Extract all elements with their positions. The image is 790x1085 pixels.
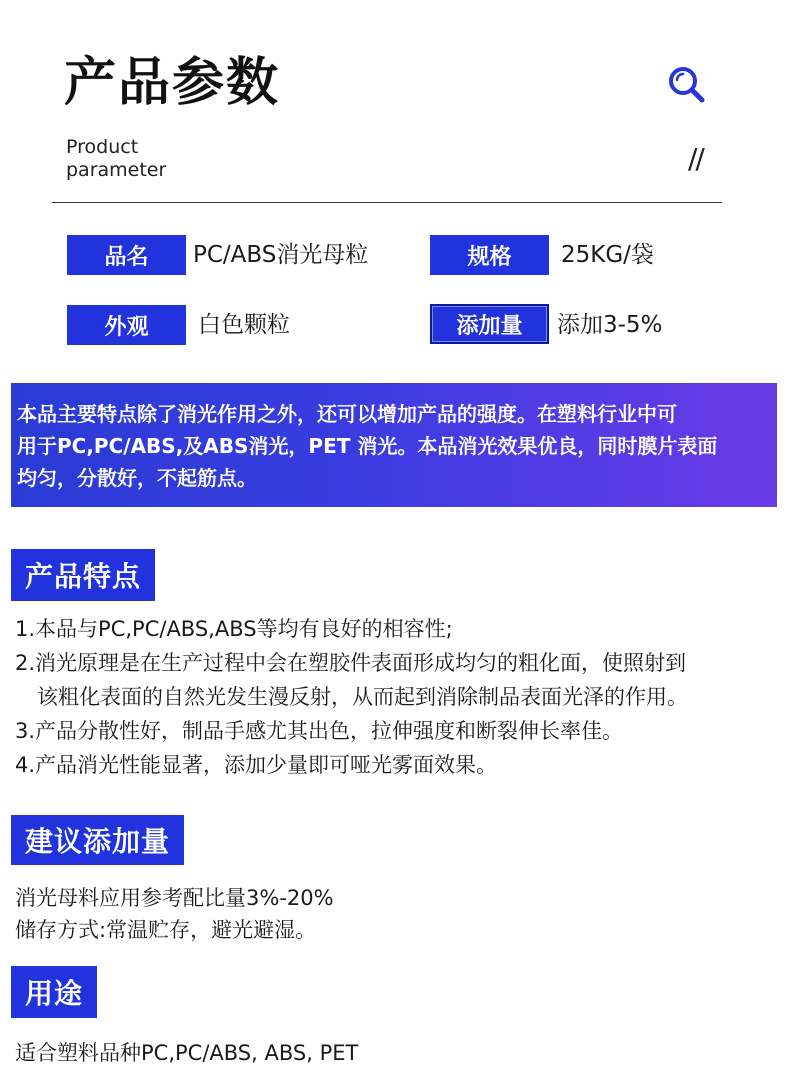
feature-item-4: 4.产品消光性能显著，添加少量即可哑光雾面效果。 bbox=[15, 753, 498, 777]
param-label-spec: 规格 bbox=[430, 235, 549, 275]
subtitle-line-2: parameter bbox=[66, 159, 167, 181]
param-label-appearance: 外观 bbox=[67, 305, 186, 345]
param-value-name: PC/ABS消光母粒 bbox=[193, 242, 369, 268]
description-banner bbox=[11, 383, 777, 507]
page-title: 产品参数 bbox=[64, 53, 281, 113]
banner-line-2: 用于PC,PC/ABS,及ABS消光，PET 消光。本品消光效果优良，同时膜片表面 bbox=[17, 434, 718, 458]
features-list bbox=[15, 612, 688, 782]
features-heading: 产品特点 bbox=[11, 549, 155, 601]
subtitle-line-1: Product bbox=[66, 136, 139, 158]
usage-line-1: 适合塑料品种PC,PC/ABS, ABS, PET bbox=[15, 1041, 359, 1065]
param-label-name: 品名 bbox=[67, 235, 186, 275]
feature-item-1: 1.本品与PC,PC/ABS,ABS等均有良好的相容性; bbox=[15, 617, 453, 641]
param-value-appearance: 白色颗粒 bbox=[198, 312, 290, 338]
usage-heading: 用途 bbox=[11, 966, 97, 1018]
feature-item-2-line-2: 该粗化表面的自然光发生漫反射，从而起到消除制品表面光泽的作用。 bbox=[37, 685, 688, 709]
feature-item-2 bbox=[15, 646, 688, 714]
decorative-slashes: // bbox=[688, 142, 703, 175]
param-label-dosage: 添加量 bbox=[430, 304, 549, 344]
banner-line-1: 本品主要特点除了消光作用之外，还可以增加产品的强度。在塑料行业中可 bbox=[17, 402, 677, 426]
dosage-line-1: 消光母料应用参考配比量3%-20% bbox=[15, 886, 334, 910]
param-value-spec: 25KG/袋 bbox=[561, 242, 654, 268]
dosage-text bbox=[15, 882, 334, 946]
feature-item-3: 3.产品分散性好，制品手感尤其出色，拉伸强度和断裂伸长率佳。 bbox=[15, 719, 624, 743]
dosage-line-2: 储存方式:常温贮存，避光避湿。 bbox=[15, 918, 317, 942]
banner-line-3: 均匀，分散好，不起筋点。 bbox=[17, 466, 257, 490]
page-subtitle bbox=[66, 136, 166, 182]
dosage-heading: 建议添加量 bbox=[11, 815, 184, 865]
header-divider bbox=[52, 202, 722, 203]
param-value-dosage: 添加3-5% bbox=[557, 312, 663, 338]
search-icon[interactable] bbox=[666, 64, 706, 104]
feature-item-2-line-1: 2.消光原理是在生产过程中会在塑胶件表面形成均匀的粗化面，使照射到 bbox=[15, 651, 687, 675]
